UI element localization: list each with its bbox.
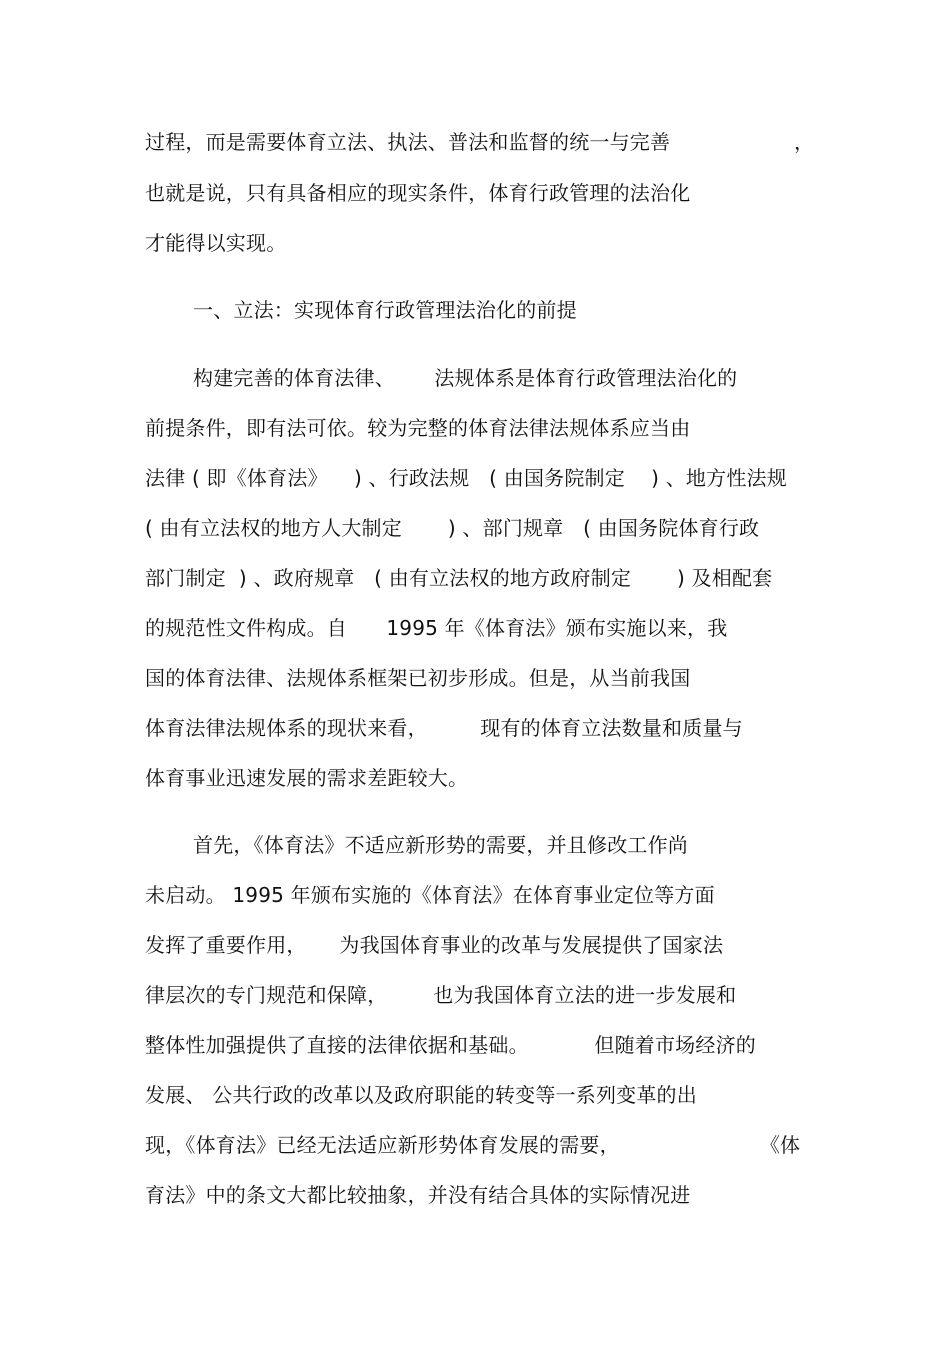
text-line-14: 首先，《体育法》不适应新形势的需要，并且修改工作尚 <box>193 833 688 857</box>
text-line-7: 法律 ( 即《体育法》 ) 、行政法规 ( 由国务院制定 ) 、地方性法规 <box>145 466 787 490</box>
text-line-13: 体育事业迅速发展的需求差距较大。 <box>145 766 469 790</box>
text-fragment-ti: 《体 <box>760 1133 800 1157</box>
text-line-21: 育法》中的条文大都比较抽象，并没有结合具体的实际情况进 <box>145 1183 691 1207</box>
text-line-1: 过程，而是需要体育立法、执法、普法和监督的统一与完善 <box>145 130 671 154</box>
text-line-20: 现，《体育法》已经无法适应新形势体育发展的需要， <box>145 1133 620 1157</box>
text-line-11: 国的体育法律、法规体系框架已初步形成。但是，从当前我国 <box>145 666 691 690</box>
text-line-2: 也就是说，只有具备相应的现实条件，体育行政管理的法治化 <box>145 181 691 205</box>
text-line-15: 未启动。 1995 年颁布实施的《体育法》在体育事业定位等方面 <box>145 883 715 907</box>
text-line-12: 体育法律法规体系的现状来看， 现有的体育立法数量和质量与 <box>145 716 743 740</box>
section-heading: 一、立法：实现体育行政管理法治化的前提 <box>193 298 577 322</box>
text-line-8: ( 由有立法权的地方人大制定 ) 、部门规章 ( 由国务院体育行政 <box>145 516 760 540</box>
text-line-18: 整体性加强提供了直接的法律依据和基础。 但随着市场经济的 <box>145 1033 756 1057</box>
text-line-3: 才能得以实现。 <box>145 231 287 255</box>
text-line-9: 部门制定 ) 、政府规章 ( 由有立法权的地方政府制定 ) 及相配套 <box>145 566 773 590</box>
text-line-17: 律层次的专门规范和保障， 也为我国体育立法的进一步发展和 <box>145 983 737 1007</box>
text-line-6: 前提条件，即有法可依。较为完整的体育法律法规体系应当由 <box>145 416 691 440</box>
text-line-10: 的规范性文件构成。自 1995 年《体育法》颁布实施以来，我 <box>145 616 728 640</box>
text-line-19: 发展、 公共行政的改革以及政府职能的转变等一系列变革的出 <box>145 1083 697 1107</box>
text-line-5: 构建完善的体育法律、 法规体系是体育行政管理法治化的 <box>193 366 738 390</box>
text-line-16: 发挥了重要作用， 为我国体育事业的改革与发展提供了国家法 <box>145 933 724 957</box>
text-fragment-comma: ， <box>794 130 814 154</box>
